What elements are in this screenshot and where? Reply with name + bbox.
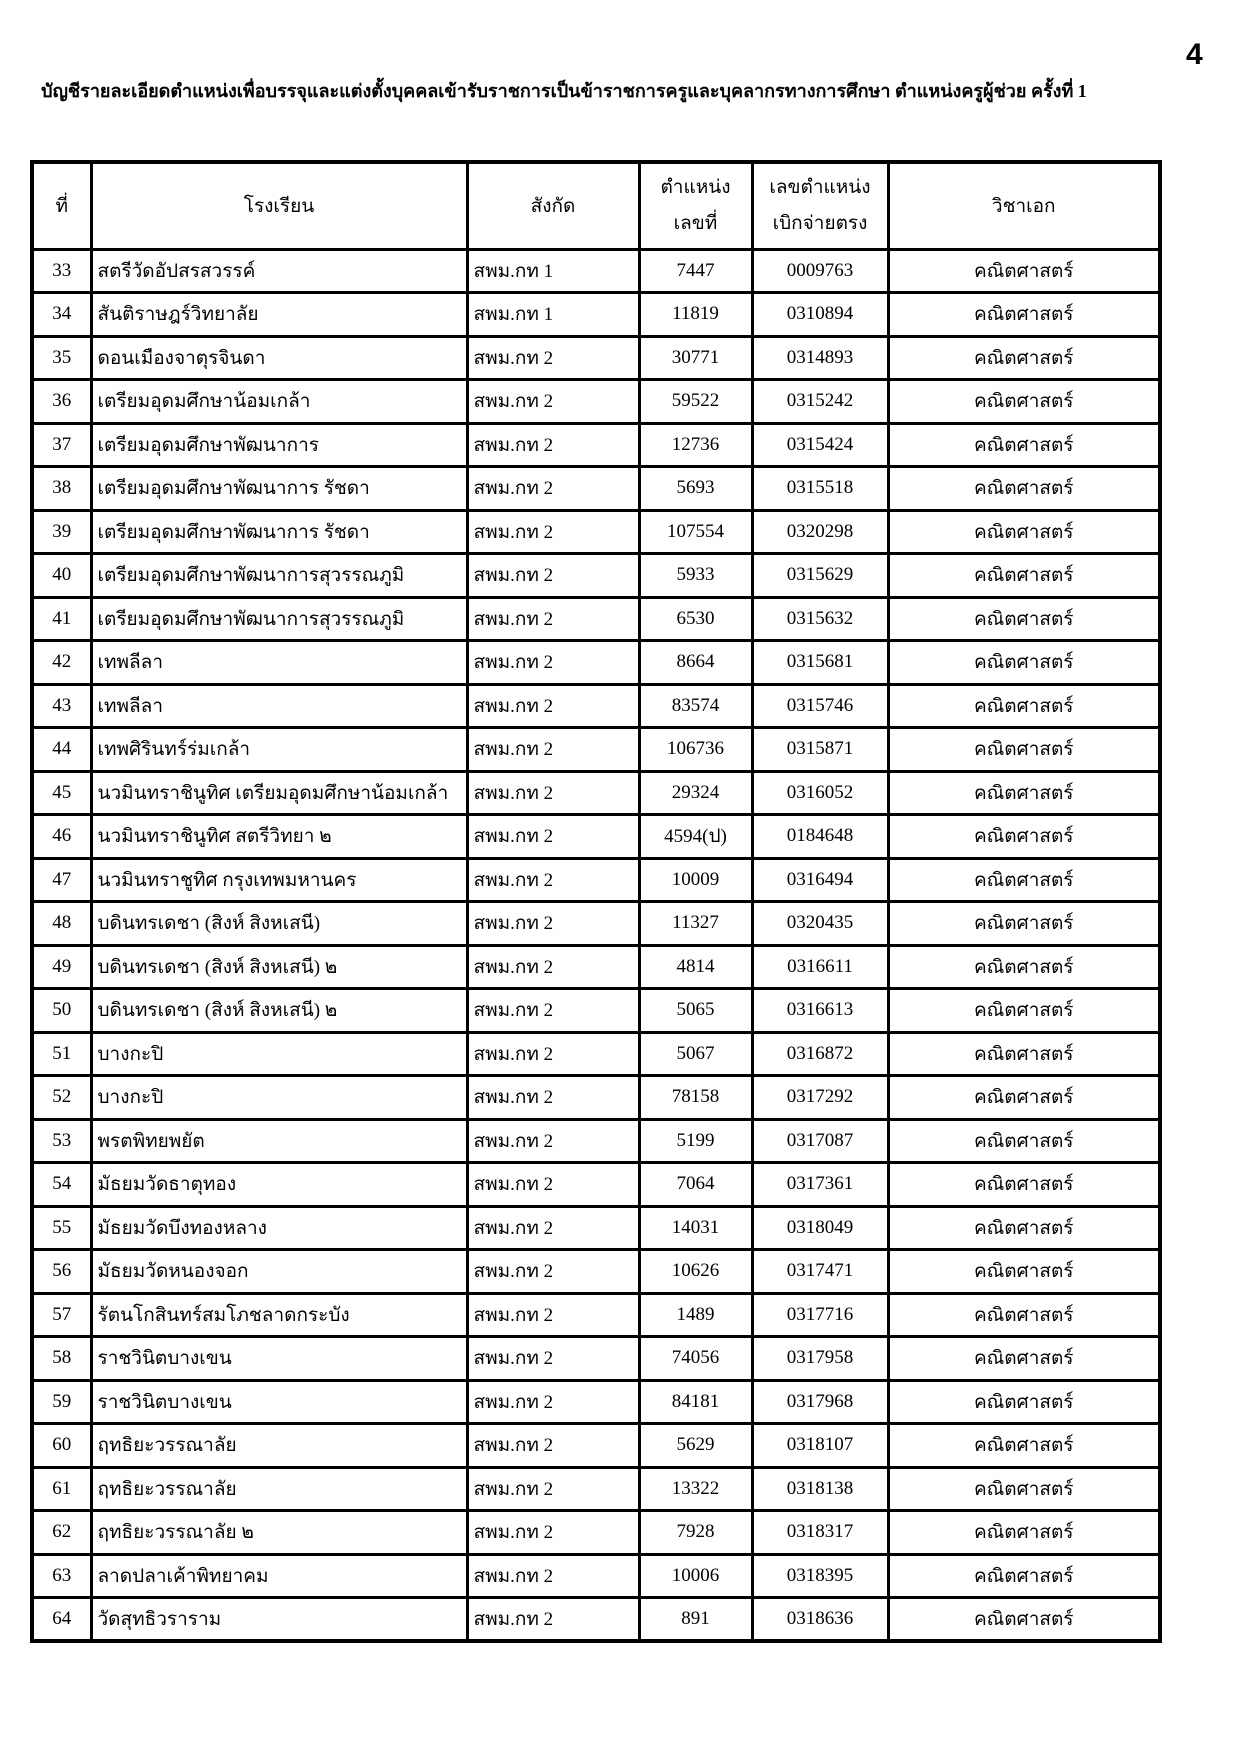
- cell-payroll-no: 0315871: [752, 728, 888, 772]
- cell-position-no: 4814: [639, 945, 752, 989]
- cell-major: คณิตศาสตร์: [888, 1032, 1160, 1076]
- cell-position-no: 83574: [639, 684, 752, 728]
- col-header-position-line1: ตำแหน่ง: [660, 176, 731, 198]
- table-row: [32, 815, 1160, 859]
- table-row: [32, 510, 1160, 554]
- cell-no: 50: [32, 989, 91, 1033]
- table-row: [32, 380, 1160, 424]
- cell-affiliation: สพม.กท 2: [467, 989, 639, 1033]
- col-header-payroll-no: [752, 162, 888, 249]
- cell-major: คณิตศาสตร์: [888, 1293, 1160, 1337]
- cell-affiliation: สพม.กท 2: [467, 1467, 639, 1511]
- cell-affiliation: สพม.กท 2: [467, 858, 639, 902]
- cell-no: 60: [32, 1424, 91, 1468]
- cell-position-no: 7064: [639, 1163, 752, 1207]
- cell-payroll-no: 0317292: [752, 1076, 888, 1120]
- cell-school: นวมินทราชูทิศ กรุงเทพมหานคร: [91, 858, 467, 902]
- cell-major: คณิตศาสตร์: [888, 1337, 1160, 1381]
- cell-payroll-no: 0316494: [752, 858, 888, 902]
- cell-payroll-no: 0315681: [752, 641, 888, 685]
- cell-position-no: 12736: [639, 423, 752, 467]
- cell-affiliation: สพม.กท 2: [467, 1424, 639, 1468]
- cell-position-no: 5629: [639, 1424, 752, 1468]
- cell-affiliation: สพม.กท 2: [467, 1163, 639, 1207]
- cell-no: 47: [32, 858, 91, 902]
- cell-no: 34: [32, 293, 91, 337]
- cell-payroll-no: 0316613: [752, 989, 888, 1033]
- table-row: [32, 1467, 1160, 1511]
- cell-payroll-no: 0315632: [752, 597, 888, 641]
- cell-affiliation: สพม.กท 2: [467, 554, 639, 598]
- document-title: บัญชีรายละเอียดตำแหน่งเพื่อบรรจุและแต่งตั้งบุคคลเข้ารับราชการเป็นข้าราชการครูและบุคลากรทางการศึกษา ตำแหน่งครูผู้ช่วย ครั้งที่ 1: [41, 81, 1087, 101]
- cell-position-no: 5065: [639, 989, 752, 1033]
- cell-no: 56: [32, 1250, 91, 1294]
- cell-position-no: 11327: [639, 902, 752, 946]
- cell-affiliation: สพม.กท 2: [467, 641, 639, 685]
- cell-affiliation: สพม.กท 1: [467, 293, 639, 337]
- page-number: 4: [1186, 38, 1203, 71]
- cell-payroll-no: 0315629: [752, 554, 888, 598]
- cell-major: คณิตศาสตร์: [888, 771, 1160, 815]
- cell-major: คณิตศาสตร์: [888, 945, 1160, 989]
- cell-major: คณิตศาสตร์: [888, 1467, 1160, 1511]
- cell-payroll-no: 0315424: [752, 423, 888, 467]
- cell-affiliation: สพม.กท 2: [467, 1293, 639, 1337]
- cell-major: คณิตศาสตร์: [888, 380, 1160, 424]
- cell-school: บางกะปิ: [91, 1032, 467, 1076]
- cell-affiliation: สพม.กท 2: [467, 1032, 639, 1076]
- table-row: [32, 684, 1160, 728]
- cell-position-no: 107554: [639, 510, 752, 554]
- cell-school: เทพศิรินทร์ร่มเกล้า: [91, 728, 467, 772]
- cell-payroll-no: 0320298: [752, 510, 888, 554]
- cell-affiliation: สพม.กท 2: [467, 1337, 639, 1381]
- cell-payroll-no: 0009763: [752, 249, 888, 293]
- cell-no: 62: [32, 1511, 91, 1555]
- cell-position-no: 6530: [639, 597, 752, 641]
- cell-payroll-no: 0318317: [752, 1511, 888, 1555]
- cell-no: 57: [32, 1293, 91, 1337]
- cell-payroll-no: 0318636: [752, 1598, 888, 1642]
- cell-payroll-no: 0310894: [752, 293, 888, 337]
- cell-no: 38: [32, 467, 91, 511]
- cell-major: คณิตศาสตร์: [888, 423, 1160, 467]
- cell-affiliation: สพม.กท 2: [467, 380, 639, 424]
- cell-major: คณิตศาสตร์: [888, 510, 1160, 554]
- cell-school: เตรียมอุดมศึกษาพัฒนาการสุวรรณภูมิ: [91, 597, 467, 641]
- cell-no: 36: [32, 380, 91, 424]
- cell-no: 46: [32, 815, 91, 859]
- cell-affiliation: สพม.กท 2: [467, 1598, 639, 1642]
- cell-major: คณิตศาสตร์: [888, 684, 1160, 728]
- cell-affiliation: สพม.กท 2: [467, 728, 639, 772]
- cell-payroll-no: 0318049: [752, 1206, 888, 1250]
- cell-affiliation: สพม.กท 2: [467, 902, 639, 946]
- cell-payroll-no: 0315242: [752, 380, 888, 424]
- cell-position-no: 7928: [639, 1511, 752, 1555]
- cell-school: วัดสุทธิวราราม: [91, 1598, 467, 1642]
- cell-payroll-no: 0318107: [752, 1424, 888, 1468]
- cell-position-no: 84181: [639, 1380, 752, 1424]
- cell-position-no: 14031: [639, 1206, 752, 1250]
- cell-affiliation: สพม.กท 2: [467, 1380, 639, 1424]
- table-row: [32, 989, 1160, 1033]
- table-row: [32, 467, 1160, 511]
- cell-major: คณิตศาสตร์: [888, 989, 1160, 1033]
- table-row: [32, 1424, 1160, 1468]
- cell-position-no: 891: [639, 1598, 752, 1642]
- cell-school: เทพลีลา: [91, 684, 467, 728]
- cell-payroll-no: 0317361: [752, 1163, 888, 1207]
- cell-school: เตรียมอุดมศึกษาพัฒนาการสุวรรณภูมิ: [91, 554, 467, 598]
- cell-affiliation: สพม.กท 1: [467, 249, 639, 293]
- cell-school: เตรียมอุดมศึกษาพัฒนาการ รัชดา: [91, 467, 467, 511]
- cell-school: เตรียมอุดมศึกษาน้อมเกล้า: [91, 380, 467, 424]
- table-row: [32, 728, 1160, 772]
- cell-major: คณิตศาสตร์: [888, 554, 1160, 598]
- cell-major: คณิตศาสตร์: [888, 1598, 1160, 1642]
- table-row: [32, 293, 1160, 337]
- col-header-payroll-line1: เลขตำแหน่ง: [769, 176, 871, 198]
- cell-affiliation: สพม.กท 2: [467, 1206, 639, 1250]
- col-header-affiliation: สังกัด: [467, 162, 639, 249]
- cell-school: บางกะปิ: [91, 1076, 467, 1120]
- table-row: [32, 1076, 1160, 1120]
- cell-school: ราชวินิตบางเขน: [91, 1337, 467, 1381]
- cell-no: 64: [32, 1598, 91, 1642]
- cell-payroll-no: 0317716: [752, 1293, 888, 1337]
- cell-school: ฤทธิยะวรรณาลัย: [91, 1424, 467, 1468]
- table-row: [32, 1206, 1160, 1250]
- table-row: [32, 1380, 1160, 1424]
- cell-affiliation: สพม.กท 2: [467, 423, 639, 467]
- cell-major: คณิตศาสตร์: [888, 815, 1160, 859]
- col-header-position-no: [639, 162, 752, 249]
- cell-major: คณิตศาสตร์: [888, 249, 1160, 293]
- cell-position-no: 74056: [639, 1337, 752, 1381]
- cell-major: คณิตศาสตร์: [888, 1119, 1160, 1163]
- cell-major: คณิตศาสตร์: [888, 1076, 1160, 1120]
- cell-affiliation: สพม.กท 2: [467, 815, 639, 859]
- cell-affiliation: สพม.กท 2: [467, 1554, 639, 1598]
- cell-payroll-no: 0316052: [752, 771, 888, 815]
- col-header-payroll-line2: เบิกจ่ายตรง: [772, 212, 868, 234]
- cell-major: คณิตศาสตร์: [888, 902, 1160, 946]
- cell-affiliation: สพม.กท 2: [467, 945, 639, 989]
- cell-position-no: 1489: [639, 1293, 752, 1337]
- cell-major: คณิตศาสตร์: [888, 1250, 1160, 1294]
- cell-position-no: 78158: [639, 1076, 752, 1120]
- cell-affiliation: สพม.กท 2: [467, 1250, 639, 1294]
- cell-school: มัธยมวัดหนองจอก: [91, 1250, 467, 1294]
- cell-position-no: 7447: [639, 249, 752, 293]
- table-row: [32, 1293, 1160, 1337]
- table-row: [32, 249, 1160, 293]
- cell-no: 33: [32, 249, 91, 293]
- cell-no: 61: [32, 1467, 91, 1511]
- table-row: [32, 336, 1160, 380]
- cell-major: คณิตศาสตร์: [888, 597, 1160, 641]
- cell-no: 48: [32, 902, 91, 946]
- cell-no: 39: [32, 510, 91, 554]
- cell-school: สตรีวัดอัปสรสวรรค์: [91, 249, 467, 293]
- cell-school: บดินทรเดชา (สิงห์ สิงหเสนี) ๒: [91, 945, 467, 989]
- cell-school: นวมินทราชินูทิศ สตรีวิทยา ๒: [91, 815, 467, 859]
- cell-school: ฤทธิยะวรรณาลัย: [91, 1467, 467, 1511]
- cell-position-no: 29324: [639, 771, 752, 815]
- cell-no: 58: [32, 1337, 91, 1381]
- cell-school: สันติราษฎร์วิทยาลัย: [91, 293, 467, 337]
- cell-major: คณิตศาสตร์: [888, 1424, 1160, 1468]
- cell-school: นวมินทราชินูทิศ เตรียมอุดมศึกษาน้อมเกล้า: [91, 771, 467, 815]
- table-row: [32, 771, 1160, 815]
- cell-position-no: 10626: [639, 1250, 752, 1294]
- cell-school: พรตพิทยพยัต: [91, 1119, 467, 1163]
- cell-major: คณิตศาสตร์: [888, 1163, 1160, 1207]
- table-row: [32, 1554, 1160, 1598]
- table-row: [32, 1598, 1160, 1642]
- cell-major: คณิตศาสตร์: [888, 1554, 1160, 1598]
- table-row: [32, 1119, 1160, 1163]
- cell-no: 41: [32, 597, 91, 641]
- cell-no: 43: [32, 684, 91, 728]
- cell-affiliation: สพม.กท 2: [467, 336, 639, 380]
- cell-no: 53: [32, 1119, 91, 1163]
- col-header-position-line2: เลขที่: [673, 212, 718, 234]
- cell-no: 37: [32, 423, 91, 467]
- cell-payroll-no: 0316872: [752, 1032, 888, 1076]
- cell-payroll-no: 0317958: [752, 1337, 888, 1381]
- cell-position-no: 30771: [639, 336, 752, 380]
- cell-position-no: 11819: [639, 293, 752, 337]
- cell-school: ลาดปลาเค้าพิทยาคม: [91, 1554, 467, 1598]
- cell-position-no: 10006: [639, 1554, 752, 1598]
- cell-major: คณิตศาสตร์: [888, 728, 1160, 772]
- cell-major: คณิตศาสตร์: [888, 1511, 1160, 1555]
- cell-school: ฤทธิยะวรรณาลัย ๒: [91, 1511, 467, 1555]
- cell-affiliation: สพม.กท 2: [467, 1076, 639, 1120]
- cell-payroll-no: 0318395: [752, 1554, 888, 1598]
- table-row: [32, 1032, 1160, 1076]
- cell-no: 59: [32, 1380, 91, 1424]
- table-row: [32, 1511, 1160, 1555]
- cell-affiliation: สพม.กท 2: [467, 684, 639, 728]
- table-row: [32, 597, 1160, 641]
- cell-no: 44: [32, 728, 91, 772]
- table-row: [32, 1250, 1160, 1294]
- cell-payroll-no: 0315518: [752, 467, 888, 511]
- cell-position-no: 8664: [639, 641, 752, 685]
- cell-position-no: 13322: [639, 1467, 752, 1511]
- cell-position-no: 4594(ป): [639, 815, 752, 859]
- cell-payroll-no: 0318138: [752, 1467, 888, 1511]
- cell-major: คณิตศาสตร์: [888, 641, 1160, 685]
- cell-position-no: 5067: [639, 1032, 752, 1076]
- cell-payroll-no: 0317087: [752, 1119, 888, 1163]
- cell-no: 35: [32, 336, 91, 380]
- table-row: [32, 641, 1160, 685]
- table-row: [32, 554, 1160, 598]
- cell-payroll-no: 0317968: [752, 1380, 888, 1424]
- cell-payroll-no: 0314893: [752, 336, 888, 380]
- cell-school: มัธยมวัดธาตุทอง: [91, 1163, 467, 1207]
- cell-no: 42: [32, 641, 91, 685]
- cell-school: มัธยมวัดบึงทองหลาง: [91, 1206, 467, 1250]
- cell-major: คณิตศาสตร์: [888, 1206, 1160, 1250]
- cell-school: รัตนโกสินทร์สมโภชลาดกระบัง: [91, 1293, 467, 1337]
- cell-major: คณิตศาสตร์: [888, 1380, 1160, 1424]
- cell-affiliation: สพม.กท 2: [467, 597, 639, 641]
- table-row: [32, 1163, 1160, 1207]
- cell-no: 40: [32, 554, 91, 598]
- cell-school: ดอนเมืองจาตุรจินดา: [91, 336, 467, 380]
- cell-no: 55: [32, 1206, 91, 1250]
- header-row: [32, 162, 1160, 249]
- cell-school: บดินทรเดชา (สิงห์ สิงหเสนี): [91, 902, 467, 946]
- cell-school: เตรียมอุดมศึกษาพัฒนาการ รัชดา: [91, 510, 467, 554]
- cell-payroll-no: 0316611: [752, 945, 888, 989]
- cell-payroll-no: 0184648: [752, 815, 888, 859]
- cell-major: คณิตศาสตร์: [888, 293, 1160, 337]
- cell-no: 45: [32, 771, 91, 815]
- cell-position-no: 59522: [639, 380, 752, 424]
- positions-table: [30, 160, 1162, 1643]
- cell-affiliation: สพม.กท 2: [467, 1119, 639, 1163]
- table-row: [32, 858, 1160, 902]
- col-header-major: วิชาเอก: [888, 162, 1160, 249]
- cell-payroll-no: 0317471: [752, 1250, 888, 1294]
- col-header-school: โรงเรียน: [91, 162, 467, 249]
- cell-major: คณิตศาสตร์: [888, 467, 1160, 511]
- cell-affiliation: สพม.กท 2: [467, 1511, 639, 1555]
- cell-no: 52: [32, 1076, 91, 1120]
- table-row: [32, 423, 1160, 467]
- cell-no: 63: [32, 1554, 91, 1598]
- cell-no: 49: [32, 945, 91, 989]
- cell-school: ราชวินิตบางเขน: [91, 1380, 467, 1424]
- cell-payroll-no: 0320435: [752, 902, 888, 946]
- cell-school: เทพลีลา: [91, 641, 467, 685]
- cell-affiliation: สพม.กท 2: [467, 510, 639, 554]
- cell-position-no: 5933: [639, 554, 752, 598]
- cell-affiliation: สพม.กท 2: [467, 771, 639, 815]
- cell-major: คณิตศาสตร์: [888, 858, 1160, 902]
- col-header-no: ที่: [32, 162, 91, 249]
- cell-position-no: 106736: [639, 728, 752, 772]
- table-row: [32, 902, 1160, 946]
- cell-school: บดินทรเดชา (สิงห์ สิงหเสนี) ๒: [91, 989, 467, 1033]
- cell-major: คณิตศาสตร์: [888, 336, 1160, 380]
- cell-no: 51: [32, 1032, 91, 1076]
- cell-position-no: 5199: [639, 1119, 752, 1163]
- cell-school: เตรียมอุดมศึกษาพัฒนาการ: [91, 423, 467, 467]
- cell-payroll-no: 0315746: [752, 684, 888, 728]
- cell-position-no: 10009: [639, 858, 752, 902]
- table-row: [32, 1337, 1160, 1381]
- cell-affiliation: สพม.กท 2: [467, 467, 639, 511]
- cell-no: 54: [32, 1163, 91, 1207]
- table-row: [32, 945, 1160, 989]
- cell-position-no: 5693: [639, 467, 752, 511]
